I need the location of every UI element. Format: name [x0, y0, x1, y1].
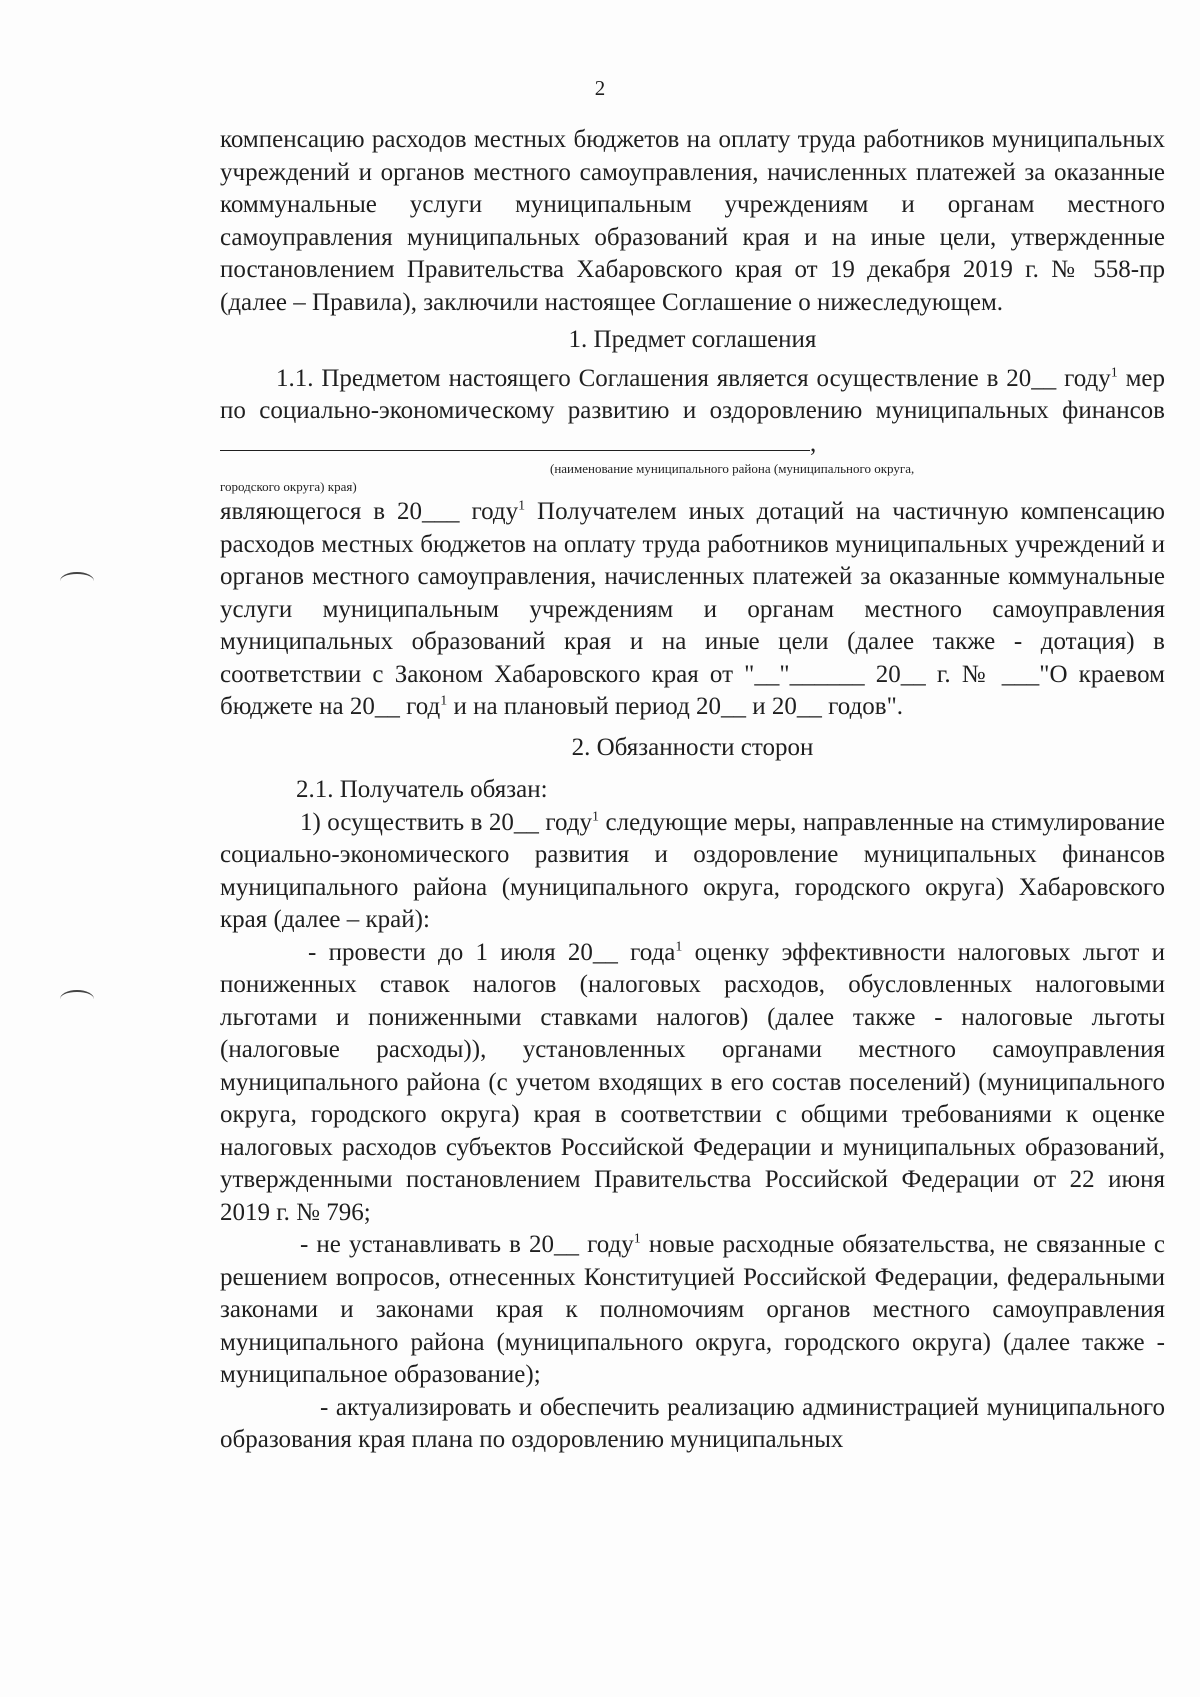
footnote-ref: 1 [1110, 365, 1118, 381]
page-number: 2 [594, 76, 606, 100]
paragraph-1-1 [220, 363, 1165, 461]
section-2-heading: 2. Обязанности сторон [571, 733, 814, 761]
bullet-2 [220, 1229, 1165, 1392]
paragraph-2-1: 2.1. Получатель обязан: [296, 776, 548, 803]
paragraph-1-1-continued [220, 496, 1165, 724]
field-caption-line-2: городского округа) края) [220, 479, 357, 494]
field-caption-line-1: (наименование муниципального района (муниципального округа, [550, 461, 915, 476]
bullet-3: - актуализировать и обеспечить реализацию администрацией муниципального образования края плана по оздоровлению муниципальных [220, 1393, 1165, 1453]
field-caption [220, 460, 1165, 496]
paragraph-text: и на плановый период 20__ и 20__ годов". [447, 693, 904, 720]
footnote-ref: 1 [440, 693, 448, 709]
bullet-1-text: - провести до 1 июля 20__ года [308, 938, 676, 966]
fill-in-blank-line [220, 430, 810, 451]
footnote-ref: 1 [592, 809, 600, 825]
bullet-2-text-cont: новые расходные обязательства, не связанные с решением вопросов, отнесенных Конституцией Российской Федерации, федеральными законами и законами края к полномочиям органов местного самоуправления муниципального района (муниципального округа, городского округа) (далее также - муниципальное образование); [220, 1231, 1165, 1388]
footnote-ref: 1 [518, 498, 526, 514]
bullet-2-text: - не устанавливать в 20__ году [300, 1231, 634, 1258]
document-body [220, 124, 1165, 1457]
footnote-ref: 1 [675, 939, 683, 955]
bullet-1 [220, 937, 1165, 1230]
footnote-ref: 1 [633, 1231, 641, 1247]
paragraph-1-1-comma: , [810, 429, 817, 457]
section-1-heading: 1. Предмет соглашения [568, 326, 817, 353]
paragraph-1-1-text-cont: мер по социально-экономическому развитию и оздоровлению муниципальных финансов [220, 364, 1165, 424]
paragraph-text: являющегося в 20___ году [220, 498, 519, 525]
item-1-text: 1) осуществить в 20__ году [300, 808, 593, 836]
bullet-1-text-cont: оценку эффективности налоговых льгот и пониженных ставок налогов (налоговых расходов, обусловленных налоговыми льготами и пониженными ставками налогов) (далее также - налоговые льготы (налоговые расходы)), установленных органами местного самоуправления муниципального района (с учетом входящих в его состав поселений) (муниципального округа, городского округа) края в соответствии с общими требованиями к оценке налоговых расходов субъектов Российской Федерации и муниципальных образований, утвержденными постановлением Правительства Российской Федерации от 22 июня 2019 г. № 796; [220, 938, 1165, 1226]
paragraph-1-1-text: 1.1. Предметом настоящего Соглашения является осуществление в 20__ году [276, 364, 1111, 392]
item-1-text-cont: следующие меры, направленные на стимулирование социально-экономического развития и оздоровление муниципальных финансов муниципального района (муниципального округа, городского округа) Хабаровского края (далее – край): [220, 808, 1165, 933]
margin-hole-mark [60, 990, 94, 1008]
item-1 [220, 807, 1165, 937]
intro-paragraph: компенсацию расходов местных бюджетов на оплату труда работников муниципальных учреждений и органов местного самоуправления, начисленных платежей за оказанные коммунальные услуги муниципальным учреждениям и органам местного самоуправления муниципальных образований края и на иные цели, утвержденные постановлением Правительства Хабаровского края от 19 декабря 2019 г. № 558-пр (далее – Правила), заключили настоящее Соглашение о нижеследующем. [220, 126, 1165, 316]
paragraph-text: Получателем иных дотаций на частичную компенсацию расходов местных бюджетов на оплату труда работников муниципальных учреждений и органов местного самоуправления, начисленных платежей за оказанные коммунальные услуги муниципальным учреждениям и органам местного самоуправления муниципальных образований края и на иные цели (далее также - дотация) в соответствии с Законом Хабаровского края от "__"______ 20__ г. № ___"О краевом бюджете на 20__ год [220, 498, 1165, 720]
margin-hole-mark [60, 572, 94, 590]
